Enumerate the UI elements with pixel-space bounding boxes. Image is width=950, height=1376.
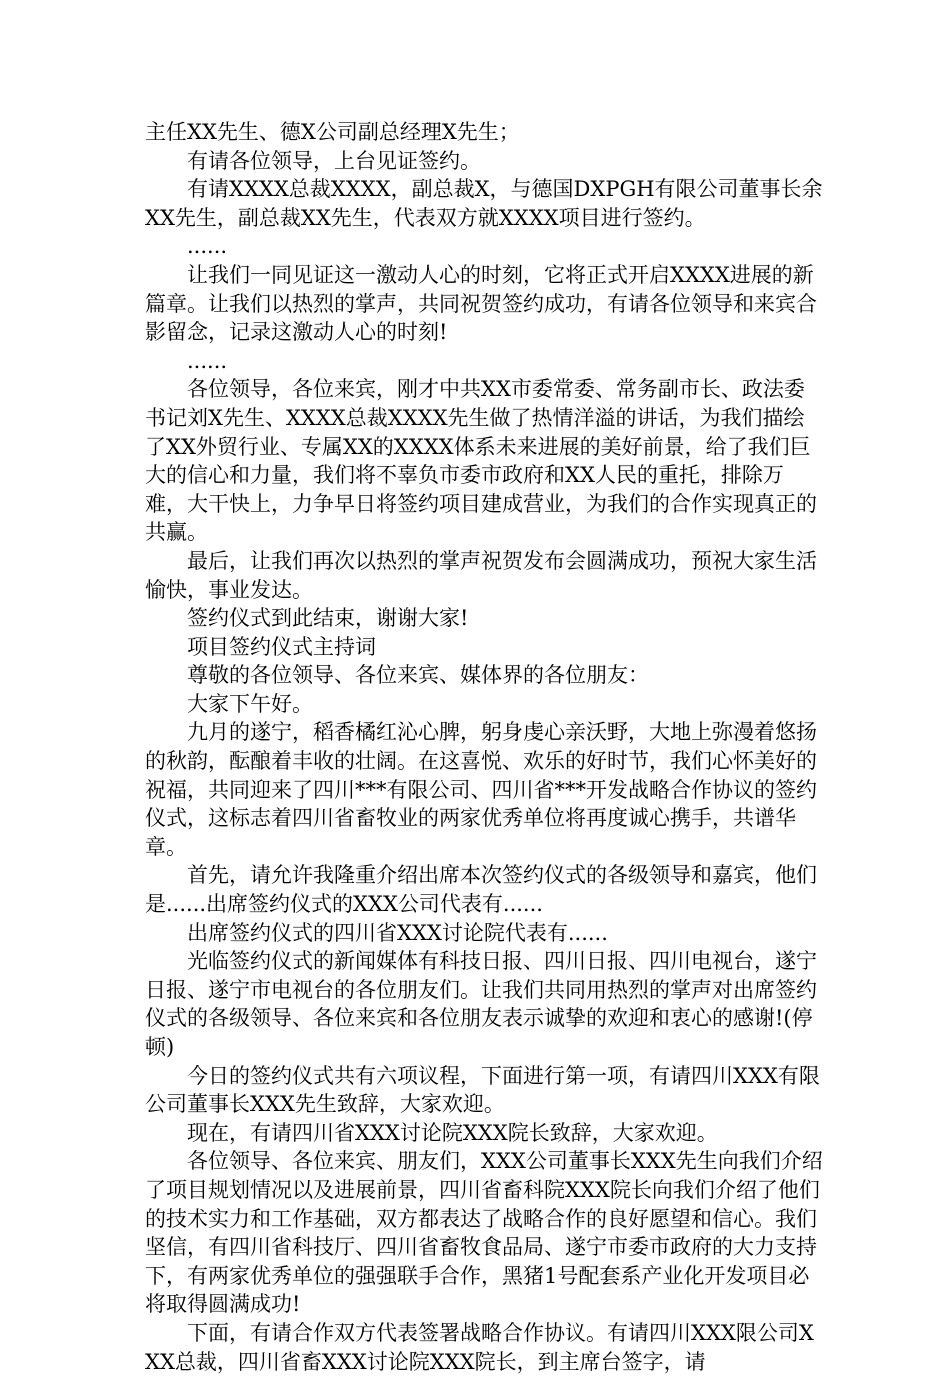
paragraph-6: 各位领导，各位来宾，刚才中共XX市委常委、常务副市长、政法委书记刘X先生、XXXX总裁XXXX先生做了热情洋溢的讲话，为我们描绘了XX外贸行业、专属XX的XXXX体系未来进展的美好前景，给了我们巨大的信心和力量，我们将不辜负市委市政府和XX人民的重托，排除万难，大干快上，力争早日将签约项目建成营业，为我们的合作实现真正的共赢。 (145, 377, 817, 545)
paragraph-9: 项目签约仪式主持词 (187, 634, 376, 659)
paragraph-10: 尊敬的各位领导、各位来宾、媒体界的各位朋友： (187, 663, 649, 688)
paragraph-7: 最后，让我们再次以热烈的掌声祝贺发布会圆满成功，预祝大家生活愉快，事业发达。 (145, 548, 817, 602)
paragraph-1: 有请各位领导，上台见证签约。 (187, 148, 481, 173)
paragraph-18: 各位领导、各位来宾、朋友们，XXX公司董事长XXX先生向我们介绍了项目规划情况以及进展前景，四川省畜科院XXX院长向我们介绍了他们的技术实力和工作基础，双方都表达了战略合作的良好愿望和信心。我们坚信，有四川省科技厅、四川省畜牧食品局、遂宁市委市政府的大力支持下，有两家优秀单位的强强联手合作，黑猪1号配套系产业化开发项目必将取得圆满成功! (145, 1149, 823, 1317)
paragraph-12: 九月的遂宁，稻香橘红沁心脾，躬身虔心亲沃野，大地上弥漫着悠扬的秋韵，酝酿着丰收的壮阔。在这喜悦、欢乐的好时节，我们心怀美好的祝福，共同迎来了四川***有限公司、四川省***开发战略合作协议的签约仪式，这标志着四川省畜牧业的两家优秀单位将再度诚心携手，共谱华章。 (145, 720, 817, 859)
document-body (145, 118, 825, 1376)
paragraph-11: 大家下午好。 (187, 691, 313, 716)
paragraph-14: 出席签约仪式的四川省XXX讨论院代表有...... (187, 920, 608, 945)
paragraph-17: 现在，有请四川省XXX讨论院XXX院长致辞，大家欢迎。 (187, 1120, 718, 1145)
paragraph-19: 下面，有请合作双方代表签署战略合作协议。有请四川XXX限公司XXX总裁，四川省畜XXX讨论院XXX院长，到主席台签字，请 (145, 1320, 814, 1374)
paragraph-15: 光临签约仪式的新闻媒体有科技日报、四川日报、四川电视台，遂宁日报、遂宁市电视台的各位朋友们。让我们共同用热烈的掌声对出席签约仪式的各级领导、各位来宾和各位朋友表示诚挚的欢迎和衷心的感谢!(停顿) (145, 949, 817, 1059)
paragraph-8: 签约仪式到此结束，谢谢大家! (187, 606, 469, 631)
paragraph-0: 主任XX先生、德X公司副总经理X先生； (145, 120, 520, 144)
paragraph-16: 今日的签约仪式共有六项议程，下面进行第一项，有请四川XXX有限公司董事长XXX先生致辞，大家欢迎。 (145, 1063, 820, 1117)
paragraph-13: 首先，请允许我隆重介绍出席本次签约仪式的各级领导和嘉宾，他们是......出席签约仪式的XXX公司代表有...... (145, 863, 817, 917)
paragraph-4: 让我们一同见证这一激动人心的时刻，它将正式开启XXXX进展的新篇章。让我们以热烈的掌声，共同祝贺签约成功，有请各位领导和来宾合影留念，记录这激动人心的时刻! (145, 262, 817, 345)
paragraph-5: ...... (187, 348, 228, 373)
paragraph-2: 有请XXXX总裁XXXX，副总裁X，与德国DXPGH有限公司董事长余XX先生，副总裁XX先生，代表双方就XXXX项目进行签约。 (145, 177, 823, 230)
paragraph-3: ...... (187, 234, 228, 259)
